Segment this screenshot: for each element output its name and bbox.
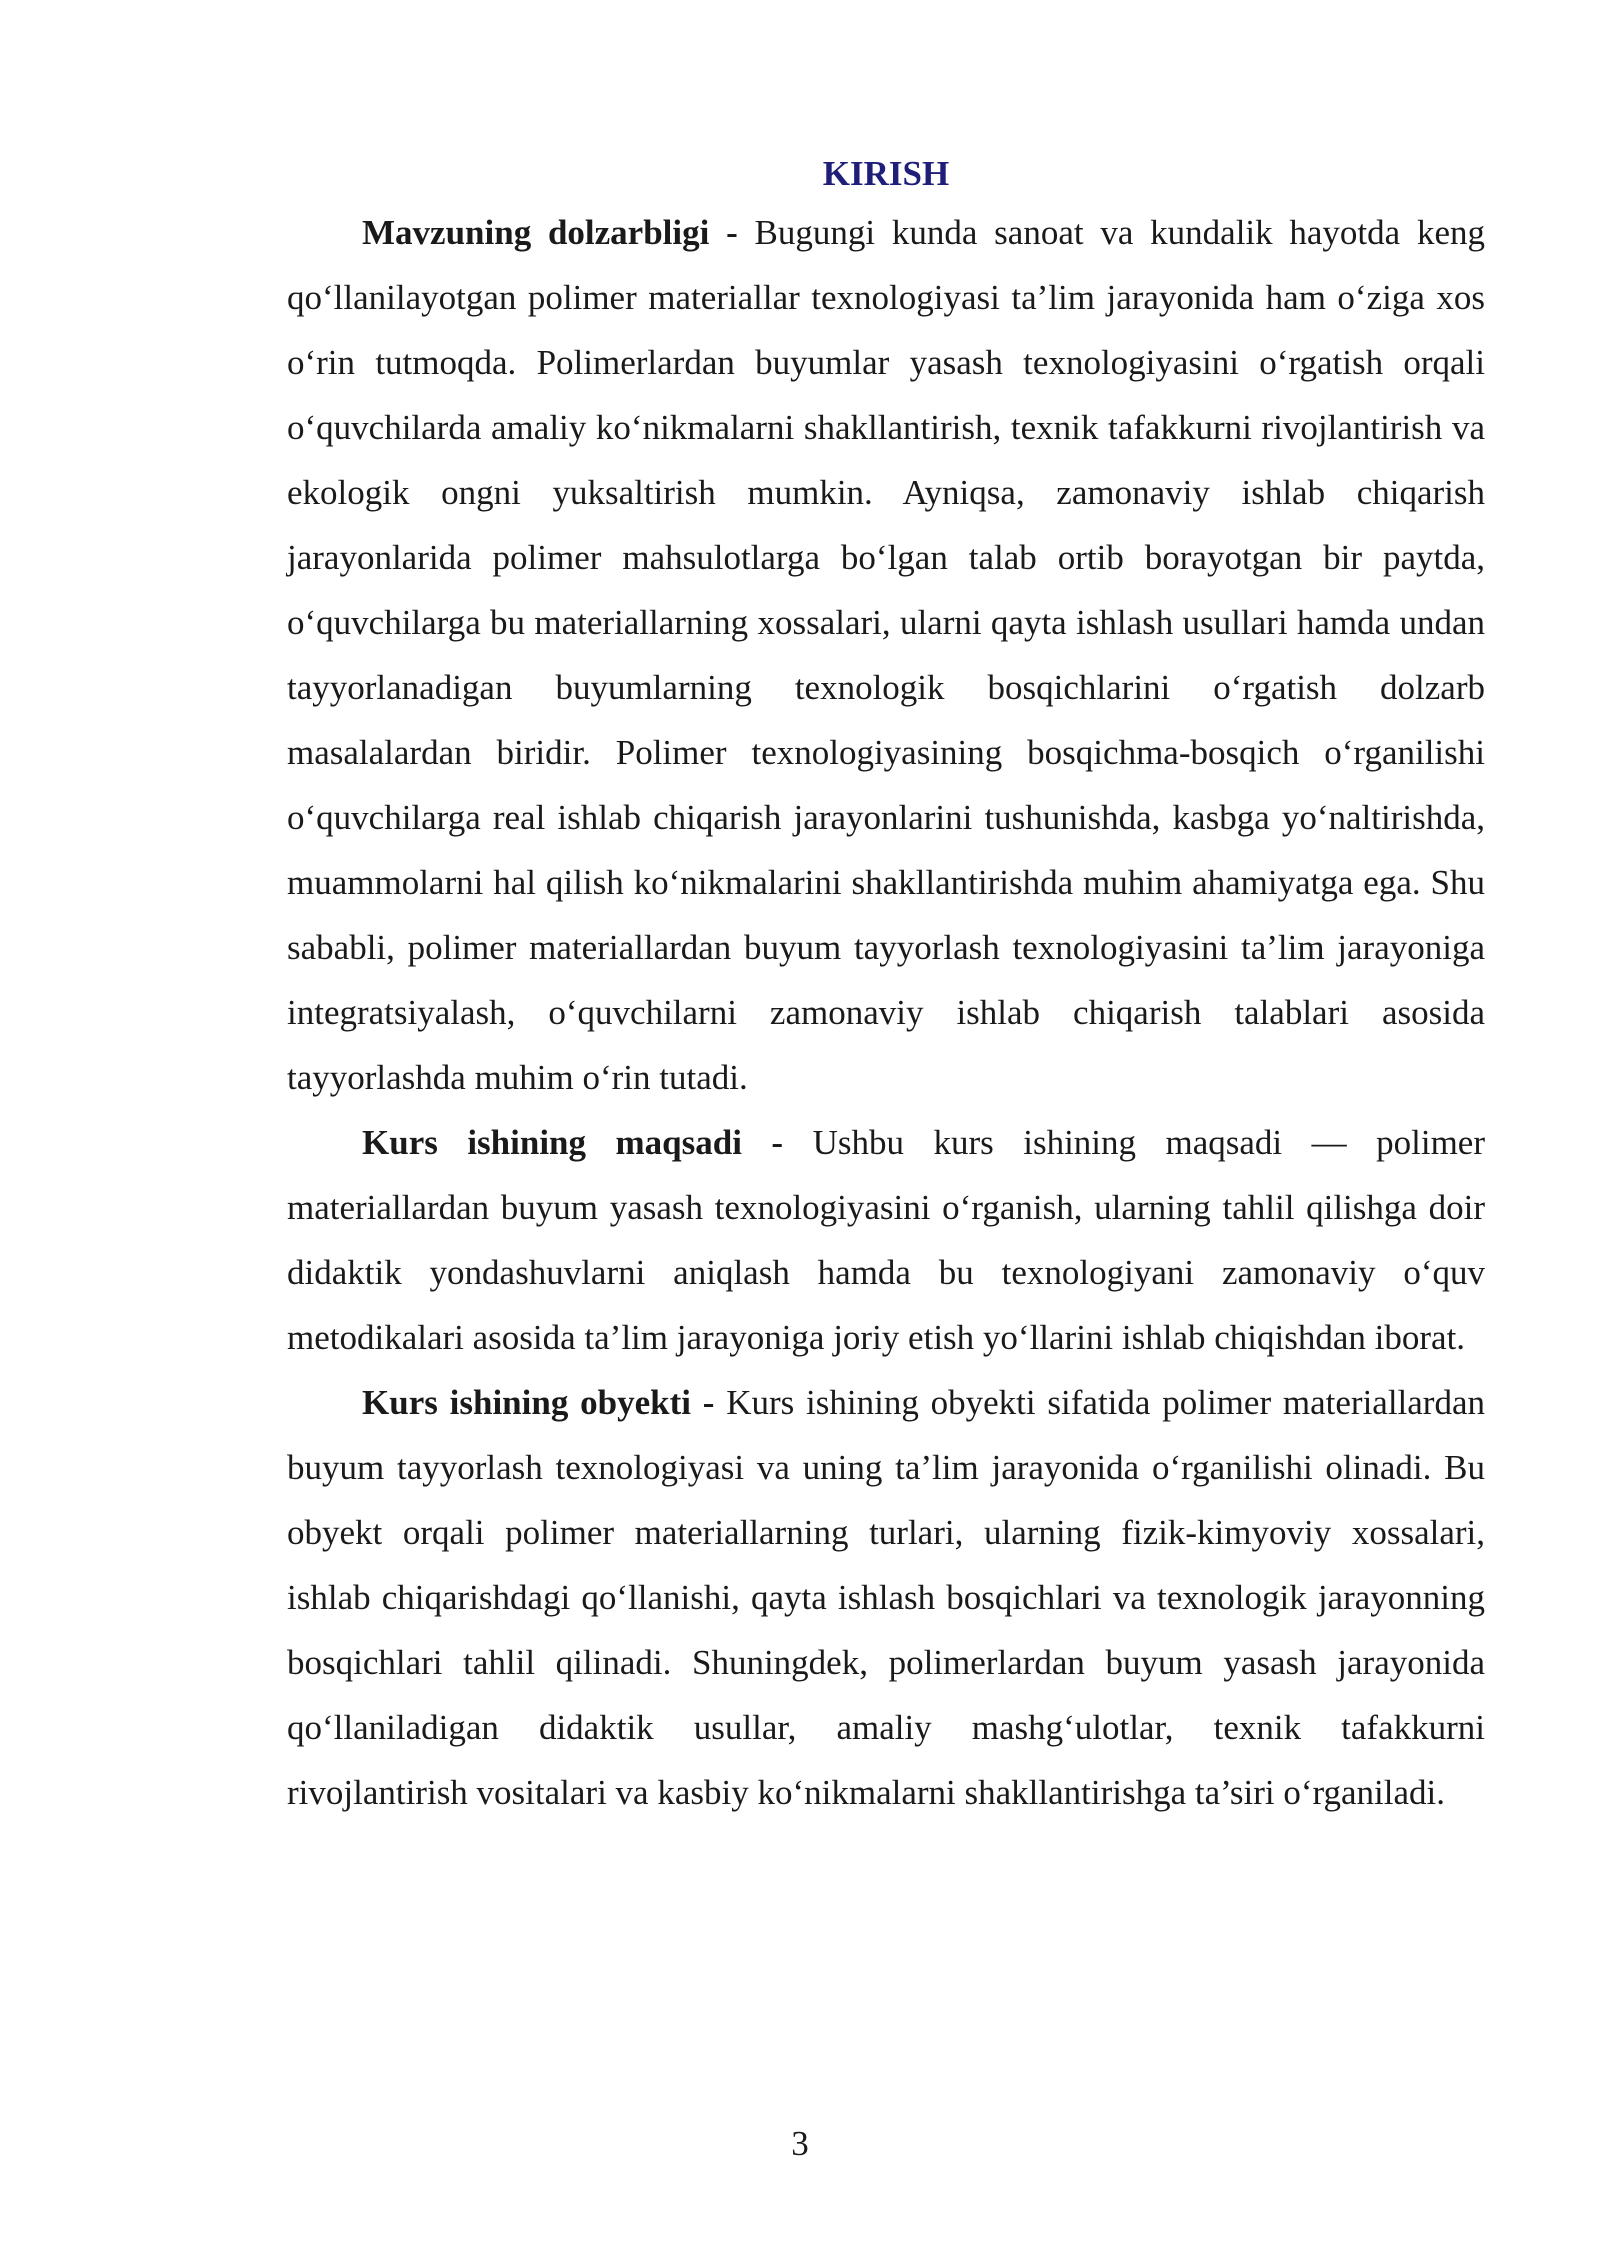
page-number: 3 xyxy=(791,2124,809,2163)
paragraph-lead: Kurs ishining obyekti - xyxy=(362,1383,715,1422)
paragraph-goal xyxy=(287,1110,1485,1370)
paragraph-object xyxy=(287,1370,1485,1825)
paragraph-lead: Kurs ishining maqsadi - xyxy=(362,1123,784,1162)
paragraph-lead: Mavzuning dolzarbligi - xyxy=(362,213,738,252)
paragraph-text: Bugungi kunda sanoat va kundalik hayotda keng qo‘llanilayotgan polimer materiallar texnologiyasi ta’lim jarayonida ham o‘ziga xos o‘rin tutmoqda. Polimerlardan buyumlar yasash texnologiyasini o‘rgatish orqali o‘quvchilarda amaliy ko‘nikmalarni shakllantirish, texnik tafakkurni rivojlantirish va ekologik ongni yuksaltirish mumkin. Ayniqsa, zamonaviy ishlab chiqarish jarayonlarida polimer mahsulotlarga bo‘lgan talab ortib borayotgan bir paytda, o‘quvchilarga bu materiallarning xossalari, ularni qayta ishlash usullari hamda undan tayyorlanadigan buyumlarning texnologik bosqichlarini o‘rgatish dolzarb masalalardan biridir. Polimer texnologiyasining bosqichma-bosqich o‘rganilishi o‘quvchilarga real ishlab chiqarish jarayonlarini tushunishda, kasbga yo‘naltirishda, muammolarni hal qilish ko‘nikmalarini shakllantirishda muhim ahamiyatga ega. Shu sababli, polimer materiallardan buyum tayyorlash texnologiyasini ta’lim jarayoniga integratsiyalash, o‘quvchilarni zamonaviy ishlab chiqarish talablari asosida tayyorlashda muhim o‘rin tutadi. xyxy=(287,213,1485,1097)
paragraph-text: Ushbu kurs ishining maqsadi — polimer materiallardan buyum yasash texnologiyasini o‘rganish, ularning tahlil qilishga doir didaktik yondashuvlarni aniqlash hamda bu texnologiyani zamonaviy o‘quv metodikalari asosida ta’lim jarayoniga joriy etish yo‘llarini ishlab chiqishdan iborat. xyxy=(287,1123,1485,1357)
section-title: KIRISH xyxy=(822,154,950,193)
paragraph-relevance xyxy=(287,200,1485,1110)
paragraph-text: Kurs ishining obyekti sifatida polimer materiallardan buyum tayyorlash texnologiyasi va uning ta’lim jarayonida o‘rganilishi olinadi. Bu obyekt orqali polimer materiallarning turlari, ularning fizik-kimyoviy xossalari, ishlab chiqarishdagi qo‘llanishi, qayta ishlash bosqichlari va texnologik jarayonning bosqichlari tahlil qilinadi. Shuningdek, polimerlardan buyum yasash jarayonida qo‘llaniladigan didaktik usullar, amaliy mashg‘ulotlar, texnik tafakkurni rivojlantirish vositalari va kasbiy ko‘nikmalarni shakllantirishga ta’siri o‘rganiladi. xyxy=(287,1383,1485,1812)
document-body xyxy=(287,148,1485,1825)
